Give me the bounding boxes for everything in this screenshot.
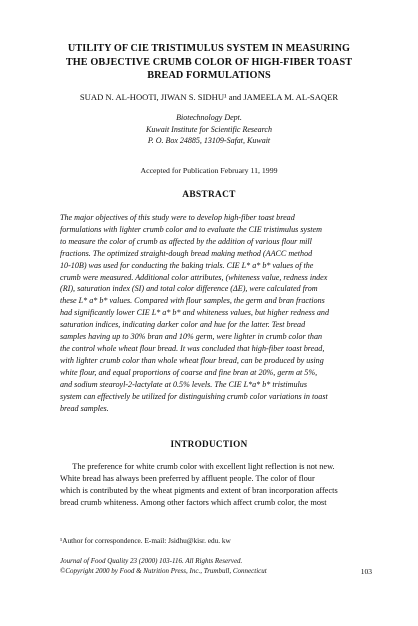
abstract-line: 10-10B) was used for conducting the baking trials. CIE L* a* b* values of the xyxy=(60,260,314,270)
paper-title xyxy=(40,42,378,83)
abstract-line: and sodium stearoyl-2-lactylate at 0.5% levels. The CIE L*a* b* tristimulus xyxy=(60,379,307,389)
title-line: BREAD FORMULATIONS xyxy=(147,70,271,81)
page-number: 103 xyxy=(360,567,372,576)
correspondence-footnote: ¹Author for correspondence. E-mail: Jsidhu@kisr. edu. kw xyxy=(60,536,231,545)
title-line: THE OBJECTIVE CRUMB COLOR OF HIGH-FIBER TOAST xyxy=(65,56,353,68)
abstract-line: to measure the color of crumb as affected by the addition of various flour mill xyxy=(60,236,312,246)
abstract-line: the control whole wheat flour bread. It was concluded that high-fiber toast bread, xyxy=(60,343,325,353)
copyright-line: ©Copyright 2000 by Food & Nutrition Press, Inc., Trumbull, Connecticut xyxy=(60,566,267,575)
abstract-line: samples having up to 30% bran and 10% germ, were lighter in crumb color than xyxy=(60,332,323,342)
abstract-line: crumb were measured. Additional color attributes, (whiteness value, redness index xyxy=(60,272,328,282)
abstract-line: had significantly lower CIE L* a* b* and whiteness values, but higher redness and xyxy=(60,308,330,318)
abstract-line: system can effectively be utilized for distinguishing crumb color variations in toast xyxy=(60,391,328,401)
intro-line: The preference for white crumb color with excellent light reflection is not new. xyxy=(60,462,335,471)
abstract-line: white flour, and equal proportions of coarse and fine bran at 20%, germ at 5%, xyxy=(60,367,318,377)
abstract-body xyxy=(60,212,372,414)
affiliation-line: Kuwait Institute for Scientific Research xyxy=(146,124,272,134)
abstract-line: The major objectives of this study were to develop high-fiber toast bread xyxy=(60,213,295,222)
accepted-date: Accepted for Publication February 11, 1999 xyxy=(140,166,278,175)
title-line: UTILITY OF CIE TRISTIMULUS SYSTEM IN MEASURING xyxy=(67,43,351,54)
abstract-line: fractions. The optimized straight-dough bread making method (AACC method xyxy=(60,248,313,258)
affiliation-line: P. O. Box 24885, 13109-Safat, Kuwait xyxy=(147,136,271,145)
abstract-line: these L* a* b* values. Compared with flour samples, the germ and bran fractions xyxy=(60,296,325,306)
affiliation xyxy=(0,112,418,147)
introduction-heading: INTRODUCTION xyxy=(170,439,248,449)
abstract-heading: ABSTRACT xyxy=(182,190,236,200)
abstract-line: with lighter crumb color than whole wheat flour bread, can be produced by using xyxy=(60,355,324,365)
abstract-line: formulations with lighter crumb color and to evaluate the CIE tristimulus system xyxy=(60,224,322,234)
intro-line: which is contributed by the wheat pigments and extent of bran incorporation affects xyxy=(60,486,338,496)
abstract-line: bread samples. xyxy=(60,403,109,413)
introduction-body xyxy=(60,461,373,509)
affiliation-line: Biotechnology Dept. xyxy=(176,113,242,122)
abstract-line: saturation indices, indicating darker color and hue for the latter. Test bread xyxy=(60,320,306,330)
intro-line: bread crumb whiteness. Among other factors which affect crumb color, the most xyxy=(60,498,327,508)
abstract-line: (RI), saturation index (SI) and total color difference (ΔE), were calculated from xyxy=(60,284,318,294)
journal-line: Journal of Food Quality 23 (2000) 103-116. All Rights Reserved. xyxy=(60,557,243,565)
author-list: SUAD N. AL-HOOTI, JIWAN S. SIDHU¹ and JAMEELA M. AL-SAQER xyxy=(79,92,339,102)
intro-line: White bread has always been preferred by affluent people. The color of flour xyxy=(60,474,315,484)
journal-citation xyxy=(60,557,373,576)
